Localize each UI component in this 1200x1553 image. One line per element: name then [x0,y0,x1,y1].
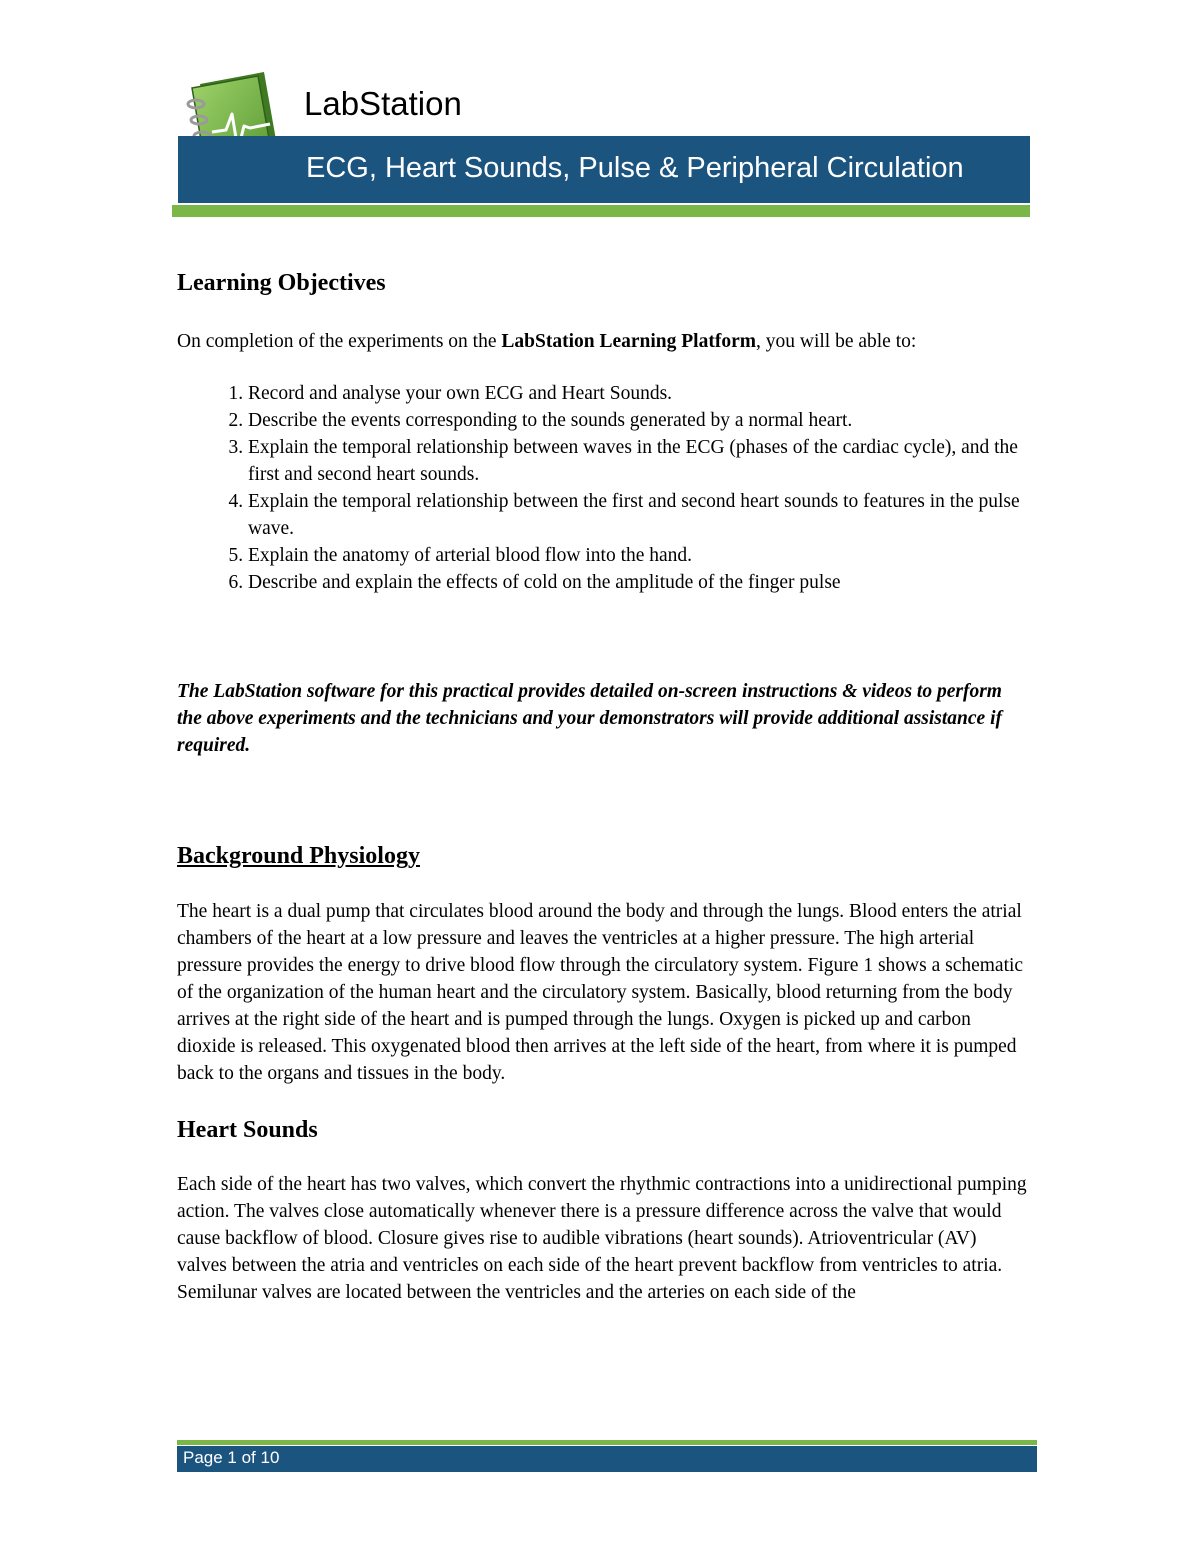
background-paragraph: The heart is a dual pump that circulates blood around the body and through the lungs. Blood enters the atrial chambers of the heart at a low pressure and leaves the ventricles at a higher pressure. The high arterial pressure provides the energy to drive blood flow through the circulatory system. Figure 1 shows a schematic of the organization of the human heart and the circulatory system. Basically, blood returning from the body arrives at the right side of the heart and is pumped through the lungs. Oxygen is picked up and carbon dioxide is released. This oxygenated blood then arrives at the left side of the heart, from where it is pumped back to the organs and tissues in the body. [177,901,1024,1084]
list-item: 1. Record and analyse your own ECG and Heart Sounds. [248,380,1027,407]
objectives-intro-before: On completion of the experiments on the [177,331,502,352]
heart-sounds-paragraph: Each side of the heart has two valves, which convert the rhythmic contractions into a unidirectional pumping action. The valves close automatically whenever there is a pressure difference across the valve that would cause backflow of blood. Closure gives rise to audible vibrations (heart sounds). Atrioventricular (AV) valves between the atria and ventricles on each side of the heart prevent backflow from ventricles to atria. Semilunar valves are located between the ventricles and the arteries on each side of the [177,1174,1027,1303]
footer-bar [177,1446,1037,1472]
objectives-intro [177,328,1027,355]
document-body [177,266,1027,1306]
title-accent-stripe [172,205,1030,217]
list-item: 2. Describe the events corresponding to the sounds generated by a normal heart. [248,407,1027,434]
footer-accent-stripe [177,1440,1037,1445]
background-heading: Background Physiology [177,843,420,869]
list-item: 4. Explain the temporal relationship between the first and second heart sounds to features in the pulse wave. [248,488,1027,542]
objectives-intro-after: , you will be able to: [755,331,917,352]
list-item: 6. Describe and explain the effects of cold on the amplitude of the finger pulse [248,569,1027,596]
objectives-list [177,380,1027,596]
page-number: Page 1 of 10 [183,1448,280,1467]
list-item: 3. Explain the temporal relationship between waves in the ECG (phases of the cardiac cycle), and the first and second heart sounds. [248,434,1027,488]
software-note: The LabStation software for this practical provides detailed on-screen instructions & videos to perform the above experiments and the technicians and your demonstrators will provide additional assistance if required. [177,681,1002,756]
platform-name: LabStation Learning Platform [501,331,756,352]
brand-name: LabStation [304,85,462,122]
heart-sounds-heading: Heart Sounds [177,1117,318,1143]
list-item: 5. Explain the anatomy of arterial blood flow into the hand. [248,542,1027,569]
objectives-heading: Learning Objectives [177,270,386,296]
document-title: ECG, Heart Sounds, Pulse & Peripheral Circulation [306,152,964,184]
